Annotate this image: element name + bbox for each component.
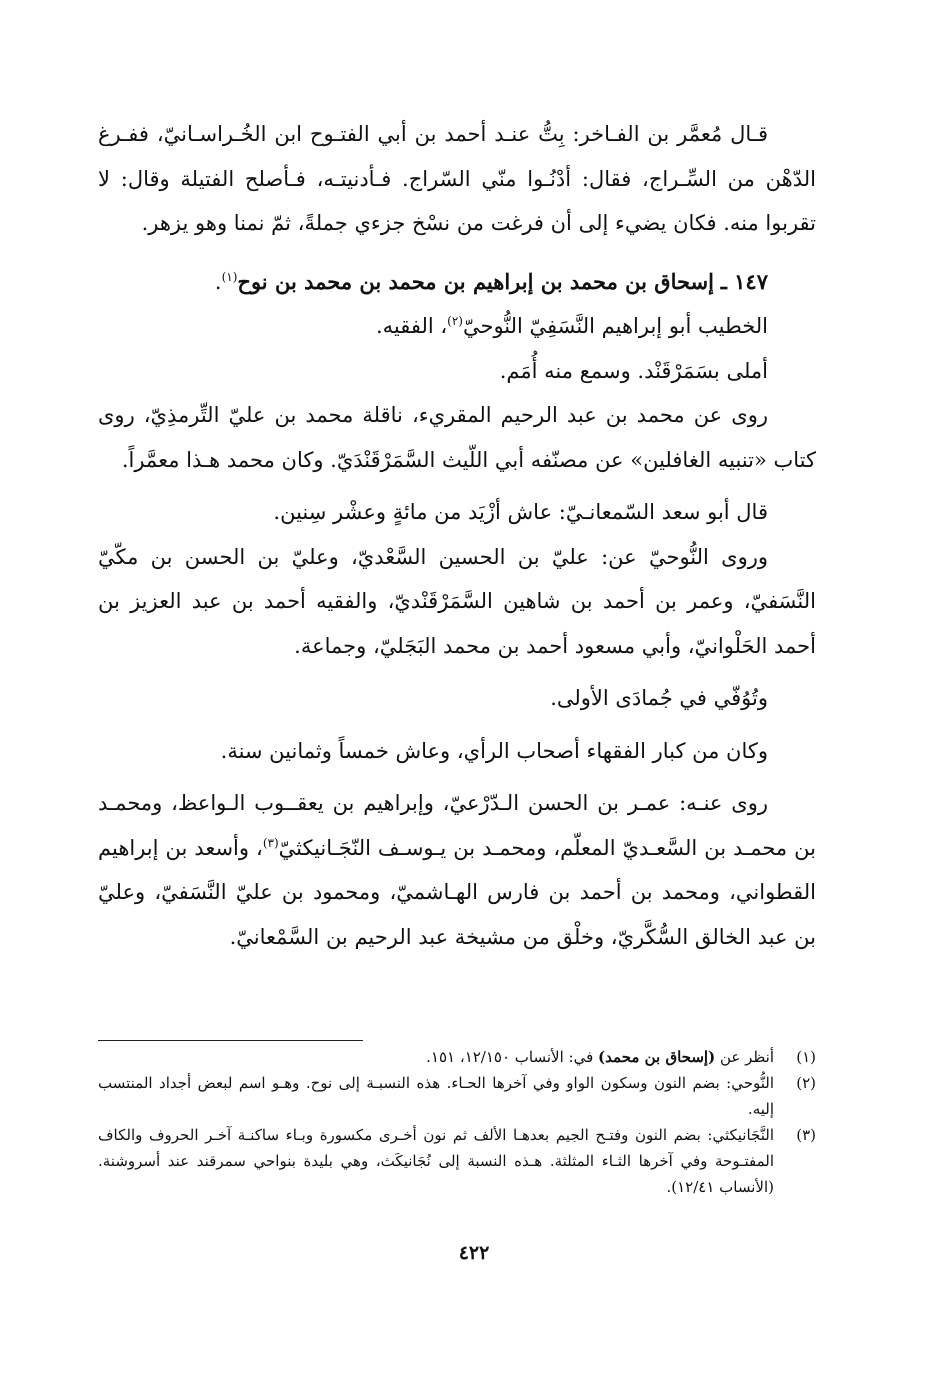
footnote-divider [98,1040,363,1041]
footnote-text: النُّوحي: بضم النون وسكون الواو وفي آخرها الحـاء. هذه النسبـة إلى نوح. وهـو اسم لبعض أجداد المنتسب إليه. [98,1074,774,1118]
paragraph-9-text: روى عنـه: عمـر بن الحسن الـدّرْعيّ، وإبراهيم بن يعقــوب الـواعظ، ومحمـد بن محمـد بن السَّعـديّ المعلّم، ومحمـد بن يـوسـف النّجَـانيكثيّ [98,791,816,860]
footnote-text-post: في: الأنساب ١٢/١٥٠، ١٥١. [426,1048,599,1066]
footnote-ref-1: (١) [221,269,238,284]
footnote-number: (١) [796,1048,816,1066]
entry-number: ١٤٧ ـ [720,268,768,294]
paragraph-7: وتُوُفّي في جُمادَى الأولى. [550,686,768,710]
paragraph-2 [98,304,816,349]
footnote-ref-2: (٢) [447,314,463,328]
footnote-number: (٢) [796,1074,816,1092]
paragraph-2-text: الخطيب أبو إبراهيم النَّسَفِيّ النُّوحيّ [462,314,768,338]
footnote-text [98,1044,774,1070]
main-text [98,112,816,959]
footnote-text: النَّجَانيكثي: بضم النون وفتـح الجيم بعدهـا الألف ثم نون أخـرى مكسورة وبـاء ساكنـة آخـر الحروف والكاف المفتـوحة وفي آخرها الثـاء المثلثة. هـذه النسبة إلى نُجَانيكَث، وهي بليدة بنواحي سمرقند عند أسروشنة. (الأنساب ١٢/٤١). [98,1126,774,1196]
entry-title: إسحاق بن محمد بن إبراهيم بن محمد بن محمد بن نوح [237,268,714,294]
entry-heading [98,260,816,305]
page-number: ٤٢٢ [458,1242,490,1264]
paragraph-1: قـال مُعمَّر بن الفـاخر: بِتُّ عنـد أحمد بن أبي الفتـوح ابن الخُـراسـانيّ، ففـرغ الدّهْن من السِّـراج، فقال: أدْنُـوا منّي السّراج. فـأدنيتـه، فـأصلح الفتيلة وقال: لا تقربوا منه. فكان يضيء إلى أن فرغت من نسْخ جزءي جملةً، ثمّ نمنا وهو يزهر. [98,122,816,235]
entry-title-end: . [214,269,222,294]
footnote-1 [98,1044,816,1070]
footnote-number: (٣) [796,1126,816,1144]
paragraph-3: أملى بسَمَرْقَنْد. وسمع منه أُمَم. [499,358,768,383]
footnote-2 [98,1070,816,1122]
paragraph-4: روى عن محمد بن عبد الرحيم المقريء، ناقلة محمد بن عليّ التِّرمذِيّ، روى كتاب «تنبيه الغافلين» عن مصنّفه أبي اللّيث السَّمَرْقَنْدَيّ. وكان محمد هـذا معمَّراً. [98,403,816,472]
footnote-text-bold: (إسحاق بن محمد) [598,1048,716,1066]
paragraph-5: قال أبو سعد السّمعانـيّ: عاش أزْيَد من مائةٍ وعشْر سِنين. [273,500,768,524]
footnote-3 [98,1122,816,1200]
paragraph-8: وكان من كبار الفقهاء أصحاب الرأي، وعاش خمساً وثمانين سنة. [220,738,768,763]
paragraph-9 [98,781,816,959]
footnote-ref-3: (٣) [262,835,279,850]
paragraph-2-end: ، الفقيه. [375,314,448,338]
paragraph-6: وروى النُّوحيّ عن: عليّ بن الحسين السَّعْديّ، وعليّ بن الحسن بن مكّيّ النَّسَفيّ، وعمر بن أحمد بن شاهين السَّمَرْقَنْديّ، والفقيه أحمد بن عبد العزيز بن أحمد الحَلْوانيّ، وأبي مسعود أحمد بن محمد البَجَليّ، وجماعة. [98,544,816,658]
paragraph-9-end: ، وأسعد بن إبراهيم القطواني، ومحمد بن أحمد بن فارس الهـاشميّ، ومحمود بن عليّ النَّسَفيّ، وعليّ بن عبد الخالق السُّكَّريّ، وخلْق من مشيخة عبد الرحيم بن السَّمْعانيّ. [98,835,816,949]
footnote-text-pre: أنظر عن [715,1048,774,1066]
footnotes [98,1044,816,1200]
